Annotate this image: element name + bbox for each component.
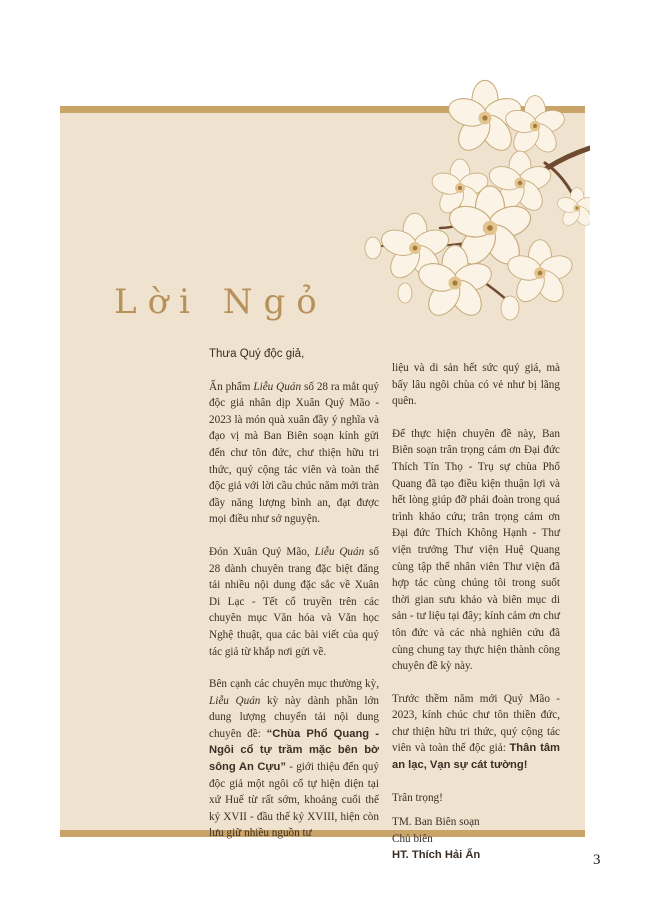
role: Chủ biên [392,832,433,845]
text-span: số 28 dành chuyên trang đặc biệt đăng tải nhiều nội dung đặc sắc về Xuân Di Lạc - Tết cổ truyền trên các chuyên mục Văn hóa và Văn học Nghệ thuật, qua các bài viết của quý tác giả từ khắp nơi gửi về. [209,545,380,658]
text-span: Đón Xuân Quý Mão, [209,545,315,558]
paragraph-topic [209,676,379,842]
magazine-name: Liễu Quán [209,694,261,707]
text-span: Bên cạnh các chuyên mục thường kỳ, [209,678,379,691]
page-number: 3 [593,852,601,868]
text-span: Trước thềm năm mới Quý Mão - 2023, kính chúc chư tôn thiền đức, chư thiện hữu tri thức, quý cộng tác viên và toàn thể độc giả: [392,692,560,755]
text-span: số 28 ra mắt quý độc giả nhân dịp Xuân Quý Mão - 2023 là món quà xuân đầy ý nghĩa và đạo vị mà Ban Biên soạn kính gửi đến chư tôn đức, chư thiện hữu tri thức, quý cộng tác viên và toàn thể độc giả với lời cầu chúc năm mới tràn đầy năng lượng bình an, đạt được mọi điều như sở nguyện. [209,380,380,526]
paragraph-spring [209,544,379,660]
paragraph-thanks: Để thực hiện chuyên đề này, Ban Biên soạn trân trọng cảm ơn Đại đức Thích Tín Thọ - Trụ sự chùa Phổ Quang đã tạo điều kiện thuận lợi và hết lòng giúp đỡ phái đoàn trong quá trình khảo cứu; trân trọng cảm ơn Đại đức Thích Không Hạnh - Thư viện trưởng Thư viện Huệ Quang cùng tập thể nhân viên Thư viện đã hợp tác cùng chúng tôi trong suốt thời gian sưu khảo và biên mục di sản - tư liệu tại đây; kính cảm ơn chư tôn đức và các nhà nghiên cứu đã cùng chung tay thực hiện thành công chuyên đề kỳ này. [392,427,560,673]
closing: Trân trọng! [392,791,443,804]
right-column [392,360,560,864]
signer-name: HT. Thích Hải Ấn [392,849,481,862]
left-column [209,346,379,858]
org-name: TM. Ban Biên soạn [392,816,480,829]
paragraph-wishes [392,691,560,774]
text-span: - giới thiệu đến quý độc giả một ngôi cổ tự hiện diện tại xứ Huế từ rất sớm, khoảng cuối thế kỷ XVII - đầu thế kỷ XVIII, hiện còn lưu giữ nhiều nguồn tư [209,761,379,840]
magazine-name: Liễu Quán [314,545,365,558]
signature-block [392,790,560,864]
page-title: Lời Ngỏ [114,282,328,322]
paragraph-intro [209,379,379,528]
text-span: kỳ này dành phần lớn dung lượng chuyển tải nội dung chuyên đề: [209,694,380,740]
magazine-name: Liễu Quán [253,380,302,393]
wish-text: Thân tâm an lạc, Vạn sự cát tường! [392,742,560,772]
greeting: Thưa Quý độc giả, [209,348,305,360]
text-span: Ấn phẩm [209,380,254,393]
blossom-illustration [345,78,590,336]
paragraph-heritage: liệu và di sản hết sức quý giá, mà bấy lâu ngôi chùa có vẻ như bị lãng quên. [392,362,560,408]
topic-title: “Chùa Phổ Quang - Ngôi cổ tự trầm mặc bên bờ sông An Cựu” [209,727,379,774]
